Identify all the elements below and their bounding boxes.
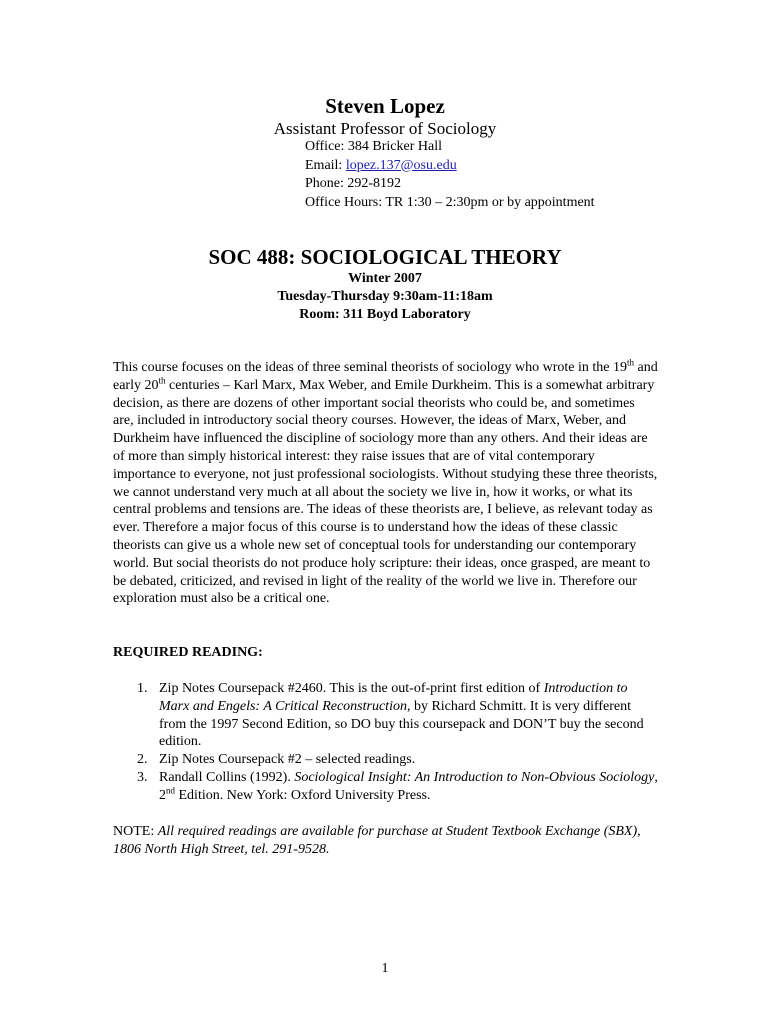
reading-text: , by Richard Schmitt. It is very different from the 1997 Second Edition, so DO buy this coursepack and DON’T buy the second edition. [159, 698, 644, 750]
note-text: All required readings are available for purchase at Student Textbook Exchange (SBX), 1806 North High Street, tel. 291-9528. [113, 824, 641, 857]
description-text: and early 20 [113, 360, 658, 393]
list-number: 1. [137, 681, 148, 696]
phone-line: Phone: 292-8192 [305, 176, 402, 191]
reading-item [113, 680, 658, 751]
note-label: NOTE: [113, 824, 158, 839]
reading-text: Zip Notes Coursepack #2 – selected readings. [159, 752, 416, 768]
purchase-note [113, 823, 658, 859]
description-text: centuries – Karl Marx, Max Weber, and Emile Durkheim. This is a somewhat arbitrary decision, as there are dozens of other important social theorists who could be, and sometimes are, included in introductory social theory courses. However, the ideas of Marx, Weber, and Durkheim have influenced the discipline of sociology more than any others. And their ideas are of more than simply historical interest: they raise issues that are of vital contemporary importance to everyone, not just professional sociologists. Without studying these three theorists, we cannot understand very much at all about the society we live in, how it works, or what its central problems and tensions are. The ideas of these theorists are, I believe, as relevant today as ever. Therefore a major focus of this course is to understand how the ideas of these classic theorists can give us a whole new set of conceptual tools for understanding our contemporary world. But social theorists do not produce holy scripture: their ideas, once grasped, are meant to be debated, criticized, and revised in light of the reality of the world we live in. Therefore our exploration must also be a critical one. [113, 377, 658, 607]
required-reading-heading: REQUIRED READING: [113, 645, 263, 660]
office-hours-line: Office Hours: TR 1:30 – 2:30pm or by appointment [305, 194, 595, 210]
email-line [305, 157, 595, 176]
email-label: Email: [305, 157, 346, 173]
instructor-name: Steven Lopez [325, 94, 445, 118]
page-number: 1 [381, 961, 389, 976]
list-number: 2. [137, 752, 148, 768]
reading-text: Zip Notes Coursepack #2460. This is the out-of-print first edition of [159, 681, 544, 696]
superscript: nd [166, 785, 175, 796]
course-title: SOC 488: SOCIOLOGICAL THEORY [208, 245, 562, 269]
office-line: Office: 384 Bricker Hall [305, 139, 442, 154]
reading-list [113, 680, 658, 805]
superscript: th [158, 375, 166, 386]
reading-item [113, 769, 658, 805]
description-text: This course focuses on the ideas of three seminal theorists of sociology who wrote in the 19 [113, 360, 627, 375]
course-description [113, 359, 658, 608]
reading-text: , 2 [159, 769, 658, 803]
course-schedule: Tuesday-Thursday 9:30am-11:18am [277, 289, 493, 304]
email-link[interactable]: lopez.137@osu.edu [345, 157, 457, 173]
contact-block [305, 138, 595, 212]
book-title: Introduction to Marx and Engels: A Critical Reconstruction [159, 681, 628, 714]
course-term: Winter 2007 [348, 271, 422, 286]
course-meta [0, 270, 770, 324]
superscript: th [627, 357, 635, 368]
course-room: Room: 311 Boyd Laboratory [299, 307, 471, 322]
book-title: Sociological Insight: An Introduction to Non-Obvious Sociology [294, 769, 655, 785]
list-number: 3. [137, 769, 148, 785]
reading-text: Edition. New York: Oxford University Press. [175, 787, 431, 803]
instructor-title: Assistant Professor of Sociology [273, 119, 497, 138]
reading-item [113, 751, 658, 769]
reading-text: Randall Collins (1992). [159, 769, 295, 785]
